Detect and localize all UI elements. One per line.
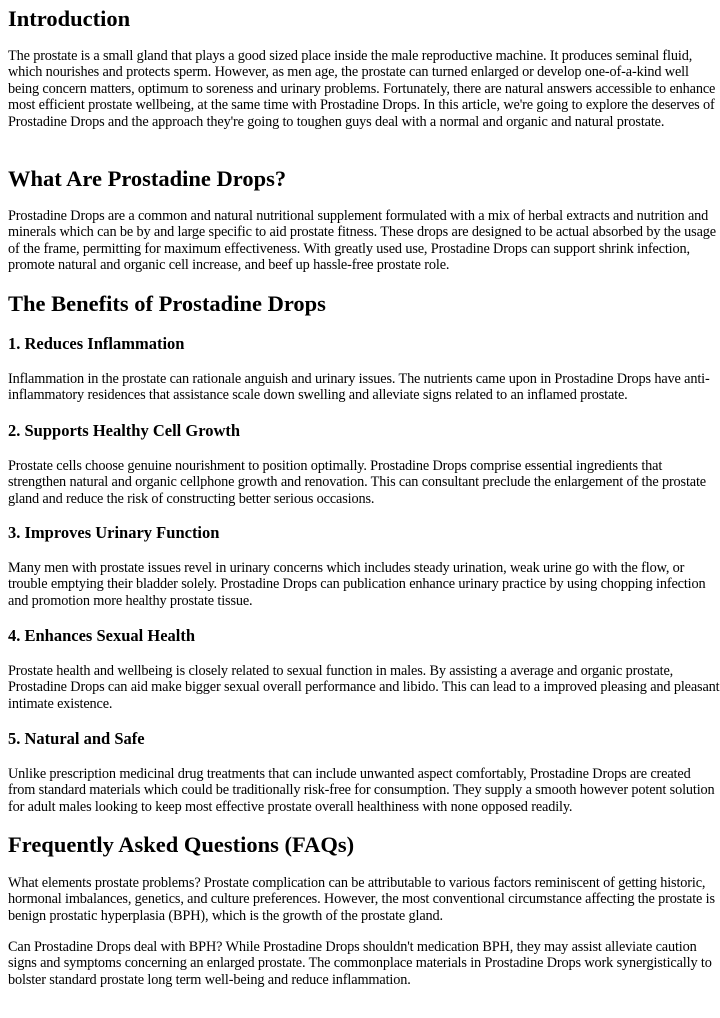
benefit-body: Unlike prescription medicinal drug treatments that can include unwanted aspect comfortably, Prostadine Drops are created from standard materials which could be traditionally risk-free for consumption. They supply a smooth however potent solution for adult males looking to keep most effective prostate overall healthiness with none opposed readily. <box>8 766 715 815</box>
benefit-title: 5. Natural and Safe <box>8 729 145 748</box>
benefit-body: Many men with prostate issues revel in urinary concerns which includes steady urination, weak urine go with the flow, or trouble emptying their bladder solely. Prostadine Drops can publication enhance urinary practice by using chopping infection and promotion more healthy prostate tissue. <box>8 560 706 609</box>
benefit-body: Prostate cells choose genuine nourishment to position optimally. Prostadine Drops comprise essential ingredients that strengthen natural and organic cellphone growth and renovation. This can consultant preclude the enlargement of the prostate gland and reduce the risk of constructing better serious occasions. <box>8 458 706 507</box>
paragraph-what-are: Prostadine Drops are a common and natural nutritional supplement formulated with a mix of herbal extracts and nutrition and minerals which can be by and large specific to aid prostate fitness. These drops are designed to be actual absorbed by the usage of the frame, permitting for maximum effectiveness. With greatly used use, Prostadine Drops can support shrink infection, promote natural and organic cell increase, and beef up hassle-free prostate role. <box>8 208 716 274</box>
benefit-title: 2. Supports Healthy Cell Growth <box>8 421 241 440</box>
faq-item: Can Prostadine Drops deal with BPH? While Prostadine Drops shouldn't medication BPH, they may assist alleviate caution signs and symptoms concerning an enlarged prostate. The commonplace materials in Prostadine Drops work synergistically to bolster standard prostate long term well-being and reduce inflammation. <box>8 939 712 988</box>
benefit-body: Inflammation in the prostate can rationale anguish and urinary issues. The nutrients came upon in Prostadine Drops have anti-inflammatory residences that assistance scale down swelling and alleviate signs related to an inflamed prostate. <box>8 371 710 404</box>
benefit-title: 1. Reduces Inflammation <box>8 334 185 353</box>
section-heading-introduction: Introduction <box>8 6 131 31</box>
faq-item: What elements prostate problems? Prostate complication can be attributable to various factors reminiscent of getting historic, hormonal imbalances, genetics, and culture preferences. However, the most conventional circumstance affecting the prostate is benign prostatic hyperplasia (BPH), which is the growth of the prostate gland. <box>8 875 715 924</box>
benefit-body: Prostate health and wellbeing is closely related to sexual function in males. By assisting a average and organic prostate, Prostadine Drops can aid make bigger sexual overall performance and libido. This can lead to a improved pleasing and pleasant intimate existence. <box>8 663 720 712</box>
section-heading-benefits: The Benefits of Prostadine Drops <box>8 291 326 316</box>
section-heading-faqs: Frequently Asked Questions (FAQs) <box>8 832 355 857</box>
benefit-title: 3. Improves Urinary Function <box>8 523 220 542</box>
paragraph-introduction: The prostate is a small gland that plays a good sized place inside the male reproductive machine. It produces seminal fluid, which nourishes and protects sperm. However, as men age, the prostate can turned enlarged or develop one-of-a-kind well being concern matters, optimum to soreness and urinary problems. Fortunately, there are natural answers accessible to enhance most efficient prostate wellbeing, at the same time with Prostadine Drops. In this article, we're going to explore the deserves of Prostadine Drops and the approach they're going to toughen guys deal with a normal and organic and natural prostate. <box>8 48 716 130</box>
benefit-title: 4. Enhances Sexual Health <box>8 626 196 645</box>
section-heading-what-are: What Are Prostadine Drops? <box>8 166 287 191</box>
